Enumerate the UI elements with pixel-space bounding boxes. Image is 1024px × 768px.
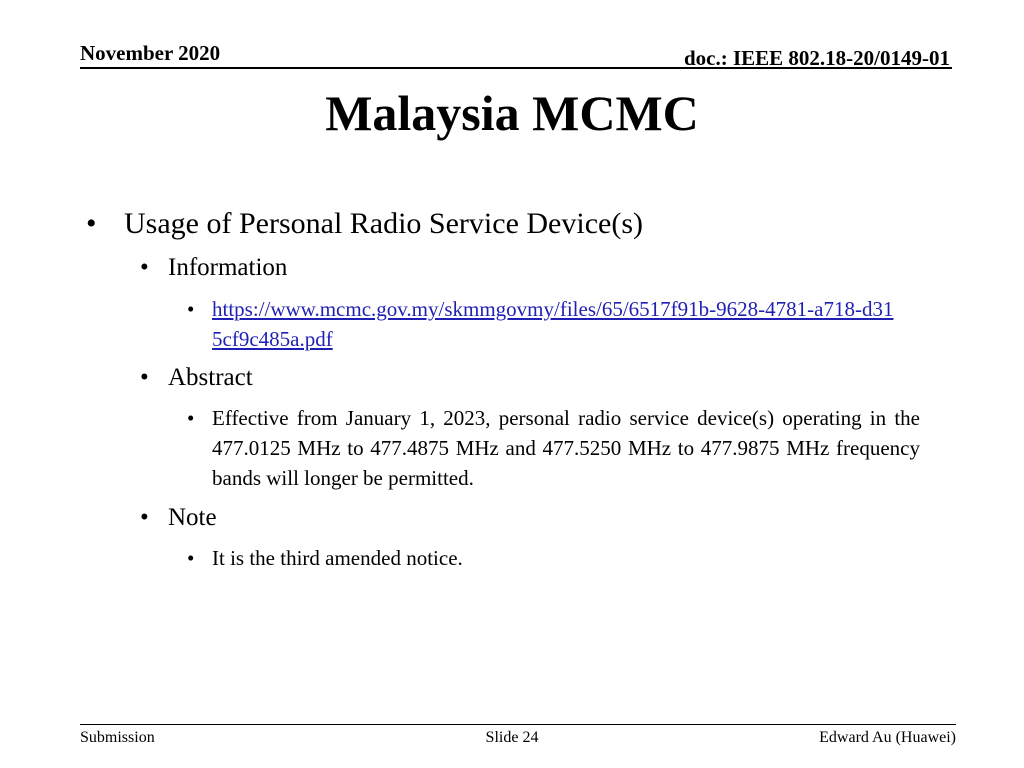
bullet-information-text: Information [168,254,288,281]
bullet-abstract-text: Abstract [168,364,253,391]
bullet-note-text: Note [168,504,217,531]
bullet-abstract-body [187,403,920,493]
bullet-marker: • [187,297,195,321]
footer-submission: Submission [80,729,155,746]
bullet-marker: • [140,254,149,281]
bullet-marker: • [86,207,97,240]
header-doc-id: doc.: IEEE 802.18-20/0149-01 [683,46,950,70]
bullet-marker: • [187,406,195,430]
slide-title: Malaysia MCMC [325,85,699,141]
bullet-note-body [187,543,920,573]
footer-divider [80,724,956,725]
bullet-marker: • [187,546,195,570]
bullet-information [140,253,920,283]
bullet-marker: • [140,364,149,391]
bullet-usage-text: Usage of Personal Radio Service Device(s) [124,207,643,240]
bullet-info-link [187,294,920,354]
note-body-text: It is the third amended notice. [212,546,463,570]
bullet-marker: • [140,504,149,531]
abstract-body-text: Effective from January 1, 2023, personal radio service device(s) operating in the 477.0125 MHz to 477.4875 MHz and 477.5250 MHz to 477.9875 MHz frequency bands will longer be permitted. [212,406,920,490]
bullet-usage [86,206,946,242]
bullet-note [140,503,920,533]
footer-slide-number: Slide 24 [485,729,539,746]
footer-author: Edward Au (Huawei) [819,729,956,746]
mcmc-document-link[interactable]: https://www.mcmc.gov.my/skmmgovmy/files/65/6517f91b-9628-4781-a718-d315cf9c485a.pdf [212,297,894,351]
bullet-abstract [140,363,920,393]
header-date: November 2020 [80,41,221,65]
